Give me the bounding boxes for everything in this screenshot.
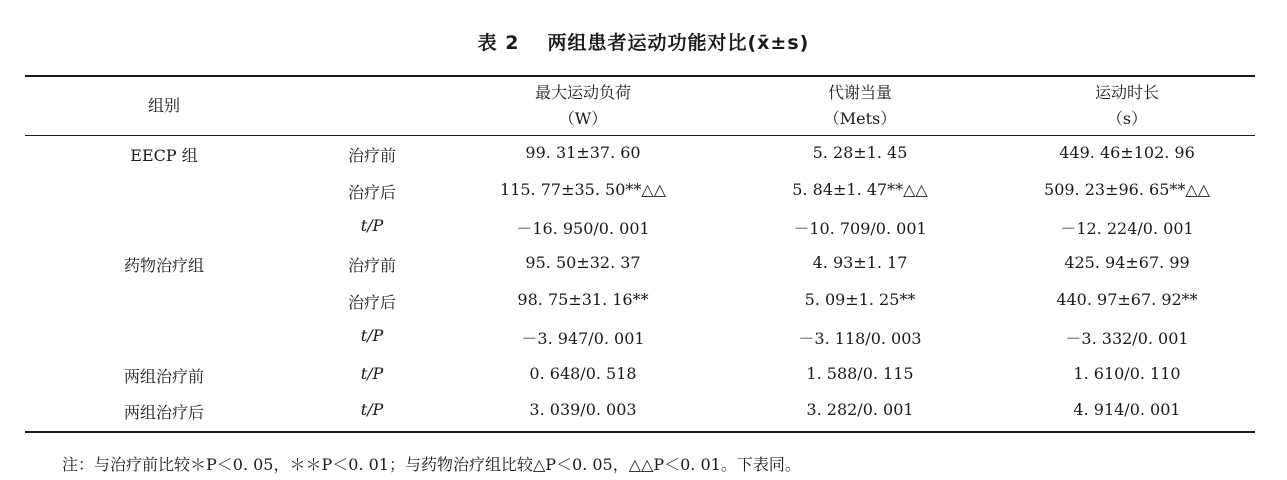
row-group: 两组治疗后 <box>123 403 205 422</box>
header-mets-unit: （Mets） <box>823 109 897 128</box>
header-max-load-label: 最大运动负荷 <box>534 83 632 102</box>
header-mets <box>824 80 897 132</box>
table-number: 表 2 <box>477 32 520 54</box>
header-rule <box>25 135 1255 136</box>
cell-duration: －3. 332/0. 001 <box>1065 329 1189 348</box>
cell-duration: 449. 46±102. 96 <box>1059 143 1195 162</box>
cell-max-load: －16. 950/0. 001 <box>516 219 650 238</box>
header-max-load <box>535 80 631 132</box>
header-duration-label: 运动时长 <box>1094 83 1160 102</box>
cell-duration: 509. 23±96. 65**△△ <box>1044 180 1210 199</box>
cell-duration: 425. 94±67. 99 <box>1064 253 1190 272</box>
row-subgroup: 治疗后 <box>347 183 397 202</box>
cell-mets: 5. 84±1. 47**△△ <box>792 180 928 199</box>
row-subgroup: t/P <box>360 326 384 345</box>
row-subgroup: t/P <box>360 216 384 235</box>
cell-max-load: 98. 75±31. 16** <box>517 290 649 309</box>
cell-max-load: 115. 77±35. 50**△△ <box>500 180 666 199</box>
cell-mets: －3. 118/0. 003 <box>798 329 922 348</box>
row-group: 药物治疗组 <box>123 256 205 275</box>
bottom-rule <box>25 431 1255 433</box>
cell-mets: 5. 09±1. 25** <box>804 290 916 309</box>
row-subgroup: 治疗后 <box>347 293 397 312</box>
cell-max-load: 99. 31±37. 60 <box>525 143 641 162</box>
top-rule <box>25 75 1255 77</box>
table-title <box>0 28 1287 55</box>
row-subgroup: 治疗前 <box>347 146 397 165</box>
cell-duration: 1. 610/0. 110 <box>1073 364 1181 383</box>
row-group: EECP 组 <box>130 146 198 165</box>
header-mets-label: 代谢当量 <box>827 83 892 102</box>
row-subgroup: t/P <box>360 400 384 419</box>
cell-max-load: 3. 039/0. 003 <box>529 400 637 419</box>
cell-mets: 1. 588/0. 115 <box>806 364 914 383</box>
row-group: 两组治疗前 <box>123 367 205 386</box>
cell-duration: －12. 224/0. 001 <box>1060 219 1194 238</box>
cell-mets: 5. 28±1. 45 <box>812 143 908 162</box>
row-subgroup: t/P <box>360 364 384 383</box>
cell-duration: 440. 97±67. 92** <box>1056 290 1198 309</box>
cell-mets: 3. 282/0. 001 <box>806 400 914 419</box>
header-duration <box>1095 80 1159 132</box>
cell-max-load: －3. 947/0. 001 <box>521 329 645 348</box>
table-note: 注：与治疗前比较＊P＜0. 05，＊＊P＜0. 01；与药物治疗组比较△P＜0. 05，△△P＜0. 01。下表同。 <box>62 455 801 474</box>
header-duration-unit: （s） <box>1106 109 1148 128</box>
table-caption: 两组患者运动功能对比(x̄±s) <box>547 32 810 54</box>
cell-duration: 4. 914/0. 001 <box>1073 400 1181 419</box>
cell-mets: －10. 709/0. 001 <box>793 219 927 238</box>
cell-mets: 4. 93±1. 17 <box>812 253 908 272</box>
row-subgroup: 治疗前 <box>347 256 397 275</box>
header-group: 组别 <box>147 96 181 115</box>
cell-max-load: 0. 648/0. 518 <box>529 364 637 383</box>
cell-max-load: 95. 50±32. 37 <box>525 253 641 272</box>
header-max-load-unit: （W） <box>558 109 608 128</box>
